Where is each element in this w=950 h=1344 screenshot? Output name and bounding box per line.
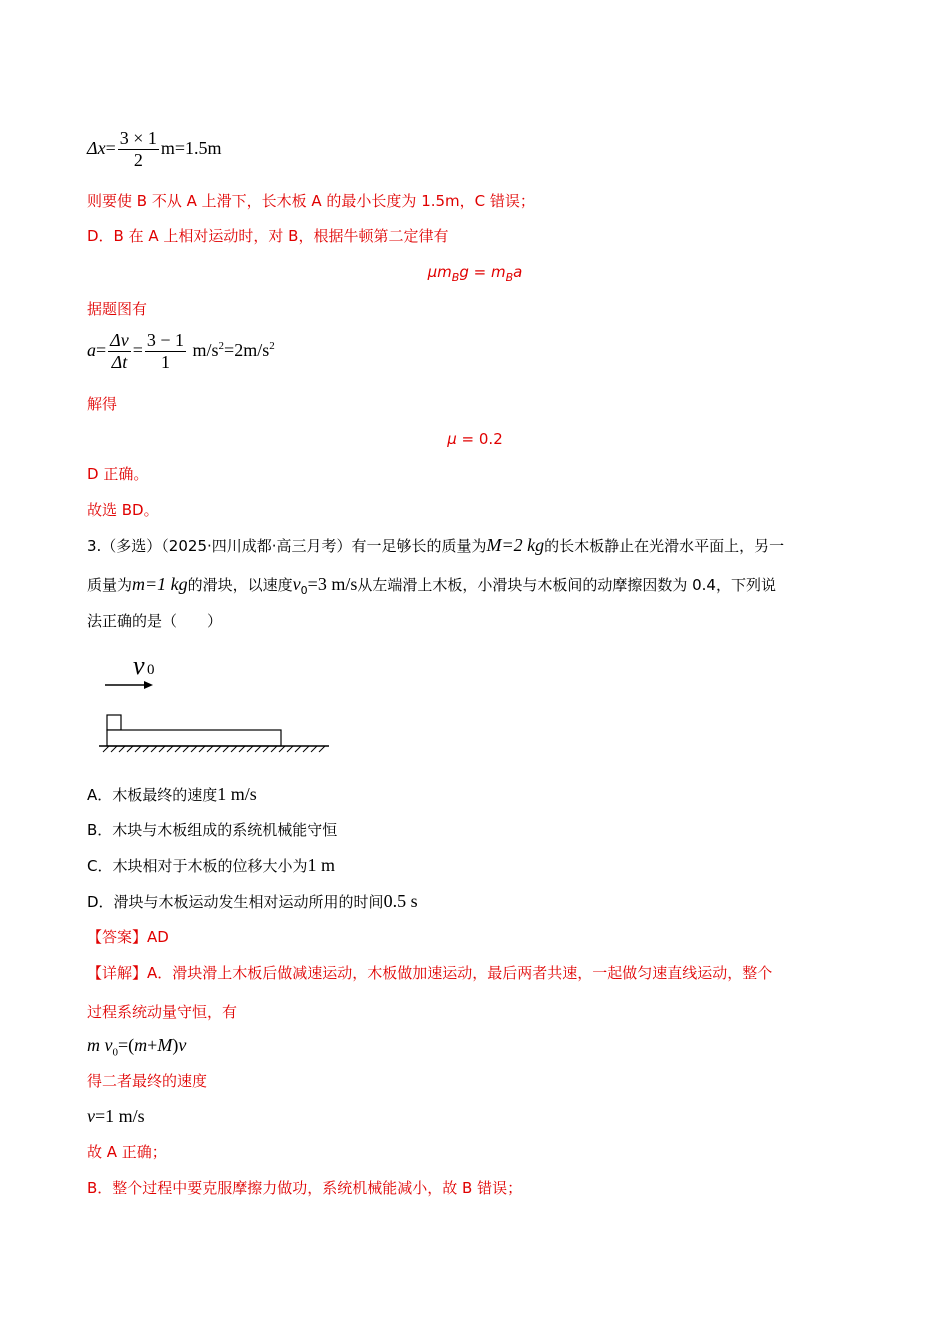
equation-newton: $\mu m_Bg = m_Ba$ xyxy=(427,263,523,284)
option-label: B．木块与木板组成的系统机械能守恒 xyxy=(87,821,338,839)
frac-num: 3 − 1 xyxy=(146,330,185,350)
equation-velocity: v=1 m/s xyxy=(87,1106,145,1126)
text-line: B．整个过程中要克服摩擦力做功，系统机械能减小，故 B 错误； xyxy=(87,1179,523,1197)
sup: 2 xyxy=(269,340,275,352)
unit: m/s xyxy=(192,340,219,360)
frac-den: 1 xyxy=(160,352,170,372)
equation-accel: a= $\frac{\Delta v}{\Delta t}$ = $\frac{3 - 1}{1}$ $m/s^2=2m/s^2$ xyxy=(87,330,275,372)
detail-line: 【详解】A．滑块滑上木板后做减速运动，木板做加速运动，最后两者共速，一起做匀速直线运动，整个 xyxy=(87,964,773,982)
option-label: A．木板最终的速度 xyxy=(87,786,218,804)
block-board-figure xyxy=(95,648,355,758)
text-line: D 正确。 xyxy=(87,465,149,483)
velocity-arrow-head xyxy=(144,681,153,689)
text-line: 故选 BD。 xyxy=(87,501,159,519)
q-text: 的滑块，以速度 xyxy=(187,576,293,594)
small-block xyxy=(107,715,121,730)
question-line: 法正确的是（ ） xyxy=(87,612,223,630)
option-value: 0.5 s xyxy=(383,891,418,911)
eq-result: =2m/s xyxy=(224,340,270,360)
question-line xyxy=(87,534,784,557)
frac-den: Δt xyxy=(111,352,128,372)
answer-line: 【答案】AD xyxy=(87,928,169,946)
text-line: D．B 在 A 上相对运动时，对 B，根据牛顿第二定律有 xyxy=(87,227,449,245)
option-b xyxy=(87,819,337,841)
question-line: 质量为m=1 kg的滑块，以速度$v_0=3$ m/s从左端滑上木板，小滑块与木板间的动摩擦因数为 0.4，下列说 xyxy=(87,574,776,597)
equation-momentum: m $v_0=(m+M)v$ xyxy=(87,1035,187,1059)
text-line: 据题图有 xyxy=(87,300,148,318)
v0-value: =3 m/s xyxy=(307,574,358,594)
q-text: 质量为 xyxy=(87,576,133,594)
option-a xyxy=(87,783,257,806)
option-c xyxy=(87,854,335,877)
equation-dx: Δx= $\frac{3 \times 1}{2}$ m=1.5m xyxy=(87,128,222,170)
frac-den: 2 xyxy=(133,150,143,170)
frac-num: Δv xyxy=(110,330,129,350)
detail-line: 过程系统动量守恒，有 xyxy=(87,1003,238,1021)
option-label: D．滑块与木板运动发生相对运动所用的时间 xyxy=(87,893,384,911)
text-line: 故 A 正确； xyxy=(87,1143,167,1161)
long-board xyxy=(107,730,281,746)
text-line: 则要使 B 不从 A 上滑下，长木板 A 的最小长度为 1.5m，C 错误； xyxy=(87,192,535,210)
option-value: 1 m xyxy=(307,855,335,875)
option-label: C．木块相对于木板的位移大小为 xyxy=(87,857,308,875)
q-text: 从左端滑上木板，小滑块与木板间的动摩擦因数为 0.4，下列说 xyxy=(357,576,776,594)
option-value: 1 m/s xyxy=(217,784,257,804)
q-mass-m: m=1 kg xyxy=(132,574,188,594)
fig-v-sub: 0 xyxy=(147,662,155,678)
equation-mu: μ = 0.2 xyxy=(447,430,503,448)
v0-symbol: v xyxy=(292,574,301,594)
text-line: 解得 xyxy=(87,395,118,413)
option-d xyxy=(87,890,418,913)
q-text: 3.（多选）（2025·四川成都·高三月考）有一足够长的质量为 xyxy=(87,537,487,555)
eq1-rhs: m=1.5m xyxy=(160,138,222,158)
fig-v-label: v xyxy=(133,651,145,680)
frac-num: 3 × 1 xyxy=(119,128,157,148)
q-mass-M: M=2 kg xyxy=(486,535,545,555)
q-text: 的长木板静止在光滑水平面上，另一 xyxy=(544,537,785,555)
text-line: 得二者最终的速度 xyxy=(87,1072,208,1090)
ground-hatch xyxy=(103,746,325,752)
sup: 2 xyxy=(218,340,225,352)
